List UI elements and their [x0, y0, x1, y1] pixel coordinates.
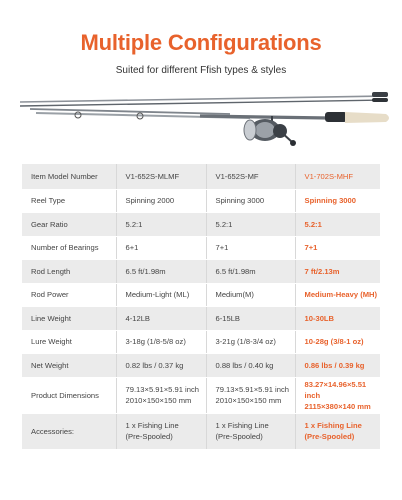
spec-value: 5.2:1	[206, 213, 295, 237]
spec-label: Product Dimensions	[22, 377, 116, 413]
model-header: V1-702S-MHF	[295, 164, 380, 189]
cell-line: 79.13×5.91×5.91 inch	[215, 385, 289, 394]
cell-line: 2115×380×140 mm	[304, 401, 371, 411]
table-row	[22, 236, 380, 260]
cell-line: 83.27×14.96×5.51 inch	[304, 379, 367, 400]
spec-value: 0.82 lbs / 0.37 kg	[116, 354, 206, 378]
table-row	[22, 260, 380, 284]
spec-label: Reel Type	[22, 189, 116, 213]
spec-value: 7 ft/2.13m	[295, 260, 380, 284]
cell-line: (Pre-Spooled)	[125, 432, 173, 441]
page-title: Multiple Configurations	[80, 30, 322, 55]
cell-line: 79.13×5.91×5.91 inch	[125, 385, 199, 394]
spec-value: 3-18g (1/8-5/8 oz)	[116, 330, 206, 354]
header-label: Item Model Number	[22, 164, 116, 189]
spec-value	[116, 377, 206, 413]
table-row	[22, 283, 380, 307]
page-subtitle: Suited for different Ffish types & styles	[115, 65, 287, 76]
spec-value	[206, 377, 295, 413]
spec-table	[22, 164, 380, 450]
spec-value: 0.88 lbs / 0.40 kg	[206, 354, 295, 378]
cell-line: 1 x Fishing Line	[125, 421, 179, 430]
cell-line: 2010×150×150 mm	[215, 396, 282, 405]
table-row	[22, 213, 380, 237]
spec-label: Accessories:	[22, 413, 116, 449]
spec-value	[295, 377, 380, 413]
spec-label: Rod Length	[22, 260, 116, 284]
spec-value: 6+1	[116, 236, 206, 260]
table-row	[22, 354, 380, 378]
spec-value: Medium-Heavy (MH)	[295, 283, 380, 307]
spec-value: 4-12LB	[116, 307, 206, 331]
model-header: V1-652S-MLMF	[116, 164, 206, 189]
spec-value: 6.5 ft/1.98m	[116, 260, 206, 284]
spec-label: Number of Bearings	[22, 236, 116, 260]
table-row	[22, 189, 380, 213]
spec-label: Lure Weight	[22, 330, 116, 354]
spec-value: 10-30LB	[295, 307, 380, 331]
cell-line: 1 x Fishing Line	[304, 421, 362, 430]
spec-value: 6.5 ft/1.98m	[206, 260, 295, 284]
spec-value: 6-15LB	[206, 307, 295, 331]
cell-line: 1 x Fishing Line	[215, 421, 269, 430]
spec-label: Rod Power	[22, 283, 116, 307]
spec-value: Spinning 3000	[206, 189, 295, 213]
cell-line: (Pre-Spooled)	[304, 432, 355, 441]
model-header: V1-652S-MF	[206, 164, 295, 189]
cell-line: 2010×150×150 mm	[125, 396, 192, 405]
spec-label: Net Weight	[22, 354, 116, 378]
spec-value: 3-21g (1/8-3/4 oz)	[206, 330, 295, 354]
spec-value	[295, 413, 380, 449]
table-row	[22, 377, 380, 413]
spec-value: Medium(M)	[206, 283, 295, 307]
table-row	[22, 307, 380, 331]
spec-value: Spinning 2000	[116, 189, 206, 213]
spec-value	[116, 413, 206, 449]
spec-value	[206, 413, 295, 449]
table-row	[22, 413, 380, 449]
spec-value: 5.2:1	[295, 213, 380, 237]
spec-value: 0.86 lbs / 0.39 kg	[295, 354, 380, 378]
spec-value: 5.2:1	[116, 213, 206, 237]
spec-value: 10-28g (3/8-1 oz)	[295, 330, 380, 354]
spec-value: 7+1	[295, 236, 380, 260]
spec-value: 7+1	[206, 236, 295, 260]
spec-label: Gear Ratio	[22, 213, 116, 237]
table-header-row	[22, 164, 380, 189]
table-row	[22, 330, 380, 354]
cell-line: (Pre-Spooled)	[215, 432, 263, 441]
fishing-rod-image	[0, 78, 402, 158]
spec-label: Line Weight	[22, 307, 116, 331]
spec-value: Spinning 3000	[295, 189, 380, 213]
spec-value: Medium-Light (ML)	[116, 283, 206, 307]
